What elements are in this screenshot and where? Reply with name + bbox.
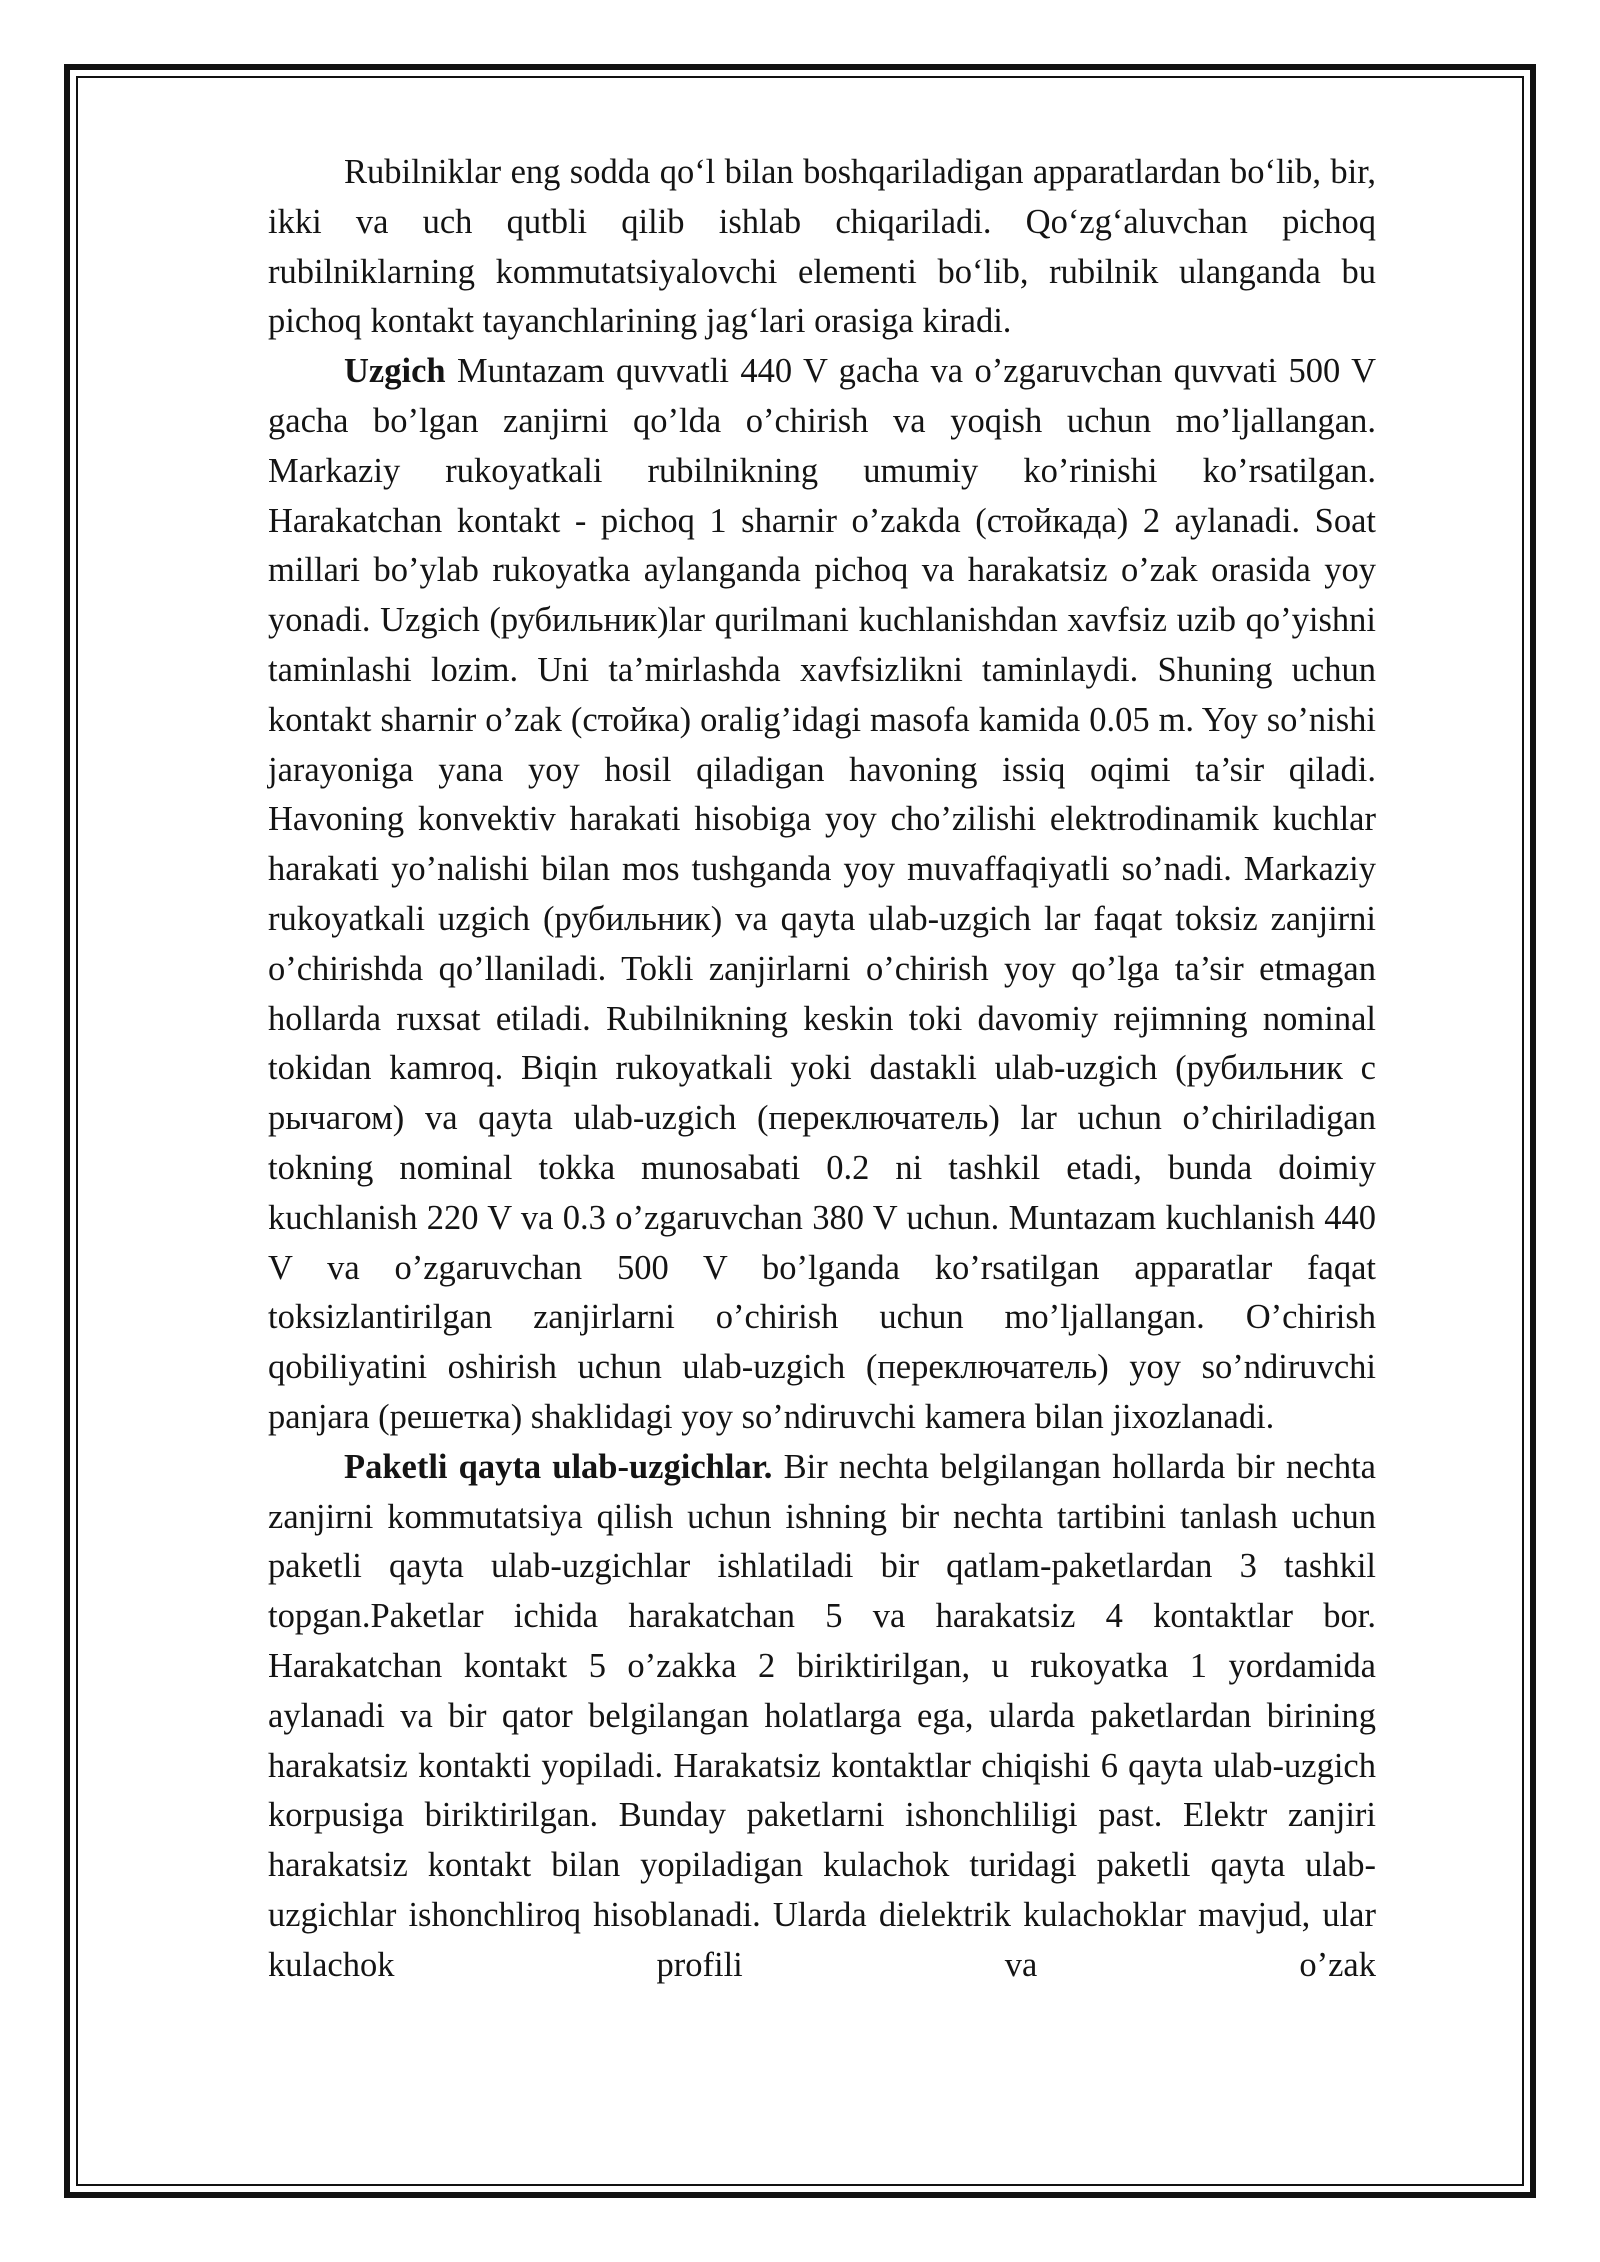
paragraph-uzgich [268, 347, 1376, 1443]
paragraph-rubilniklar [268, 148, 1376, 347]
paragraph-text: Bir nechta belgilangan hollarda bir nechta zanjirni kommutatsiya qilish uchun ishning bir nechta tartibini tanlash uchun paketli qayta ulab-uzgichlar ishlatiladi bir qatlam-paketlardan 3 tashkil topgan.Paketlar ichida harakatchan 5 va harakatsiz 4 kontaktlar bor. Harakatchan kontakt 5 o’zakka 2 biriktirilgan, u rukoyatka 1 yordamida aylanadi va bir qator belgilangan holatlarga ega, ularda paketlardan birining harakatsiz kontakti yopiladi. Harakatsiz kontaktlar chiqishi 6 qayta ulab-uzgich korpusiga biriktirilgan. Bunday paketlarni ishonchliligi past. Elektr zanjiri harakatsiz kontakt bilan yopiladigan kulachok turidagi paketli qayta ulab-uzgichlar ishonchliroq hisoblanadi. Ularda dielektrik kulachoklar mavjud, ular kulachok profili va o’zak [268, 1447, 1376, 1984]
document-body [268, 148, 1376, 1990]
paragraph-text: Muntazam quvvatli 440 V gacha va o’zgaruvchan quvvati 500 V gacha bo’lgan zanjirni qo’lda o’chirish va yoqish uchun mo’ljallangan. Markaziy rukoyatkali rubilnikning umumiy ko’rinishi ko’rsatilgan. Harakatchan kontakt - pichoq 1 sharnir o’zakda (стойкада) 2 aylanadi. Soat millari bo’ylab rukoyatka aylanganda pichoq va harakatsiz o’zak orasida yoy yonadi. Uzgich (рубильник)lar qurilmani kuchlanishdan xavfsiz uzib qo’yishni taminlashi lozim. Uni ta’mirlashda xavfsizlikni taminlaydi. Shuning uchun kontakt sharnir o’zak (стойка) oralig’idagi masofa kamida 0.05 m. Yoy so’nishi jarayoniga yana yoy hosil qiladigan havoning issiq oqimi ta’sir qiladi. Havoning konvektiv harakati hisobiga yoy cho’zilishi elektrodinamik kuchlar harakati yo’nalishi bilan mos tushganda yoy muvaffaqiyatli so’nadi. Markaziy rukoyatkali uzgich (рубильник) va qayta ulab-uzgich lar faqat toksiz zanjirni o’chirishda qo’llaniladi. Tokli zanjirlarni o’chirish yoy qo’lga ta’sir etmagan hollarda ruxsat etiladi. Rubilnikning keskin toki davomiy rejimning nominal tokidan kamroq. Biqin rukoyatkali yoki dastakli ulab-uzgich (рубильник с рычагом) va qayta ulab-uzgich (переключатель) lar uchun o’chiriladigan tokning nominal tokka munosabati 0.2 ni tashkil etadi, bunda doimiy kuchlanish 220 V va 0.3 o’zgaruvchan 380 V uchun. Muntazam kuchlanish 440 V va o’zgaruvchan 500 V bo’lganda ko’rsatilgan apparatlar faqat toksizlantirilgan zanjirlarni o’chirish uchun mo’ljallangan. O’chirish qobiliyatini oshirish uchun ulab-uzgich (переключатель) yoy so’ndiruvchi panjara (решетка) shaklidagi yoy so’ndiruvchi kamera bilan jixozlanadi. [268, 352, 1376, 1436]
paragraph-lead-uzgich: Uzgich [344, 352, 446, 391]
paragraph-text: Rubilniklar eng sodda qo‘l bilan boshqariladigan apparatlardan bo‘lib, bir, ikki va uch qutbli qilib ishlab chiqariladi. Qo‘zg‘aluvchan pichoq rubilniklarning kommutatsiyalovchi elementi bo‘lib, rubilnik ulanganda bu pichoq kontakt tayanchlarining jag‘lari orasiga kiradi. [268, 153, 1376, 341]
paragraph-lead-paketli: Paketli qayta ulab-uzgichlar. [344, 1447, 773, 1486]
paragraph-paketli [268, 1443, 1376, 1991]
